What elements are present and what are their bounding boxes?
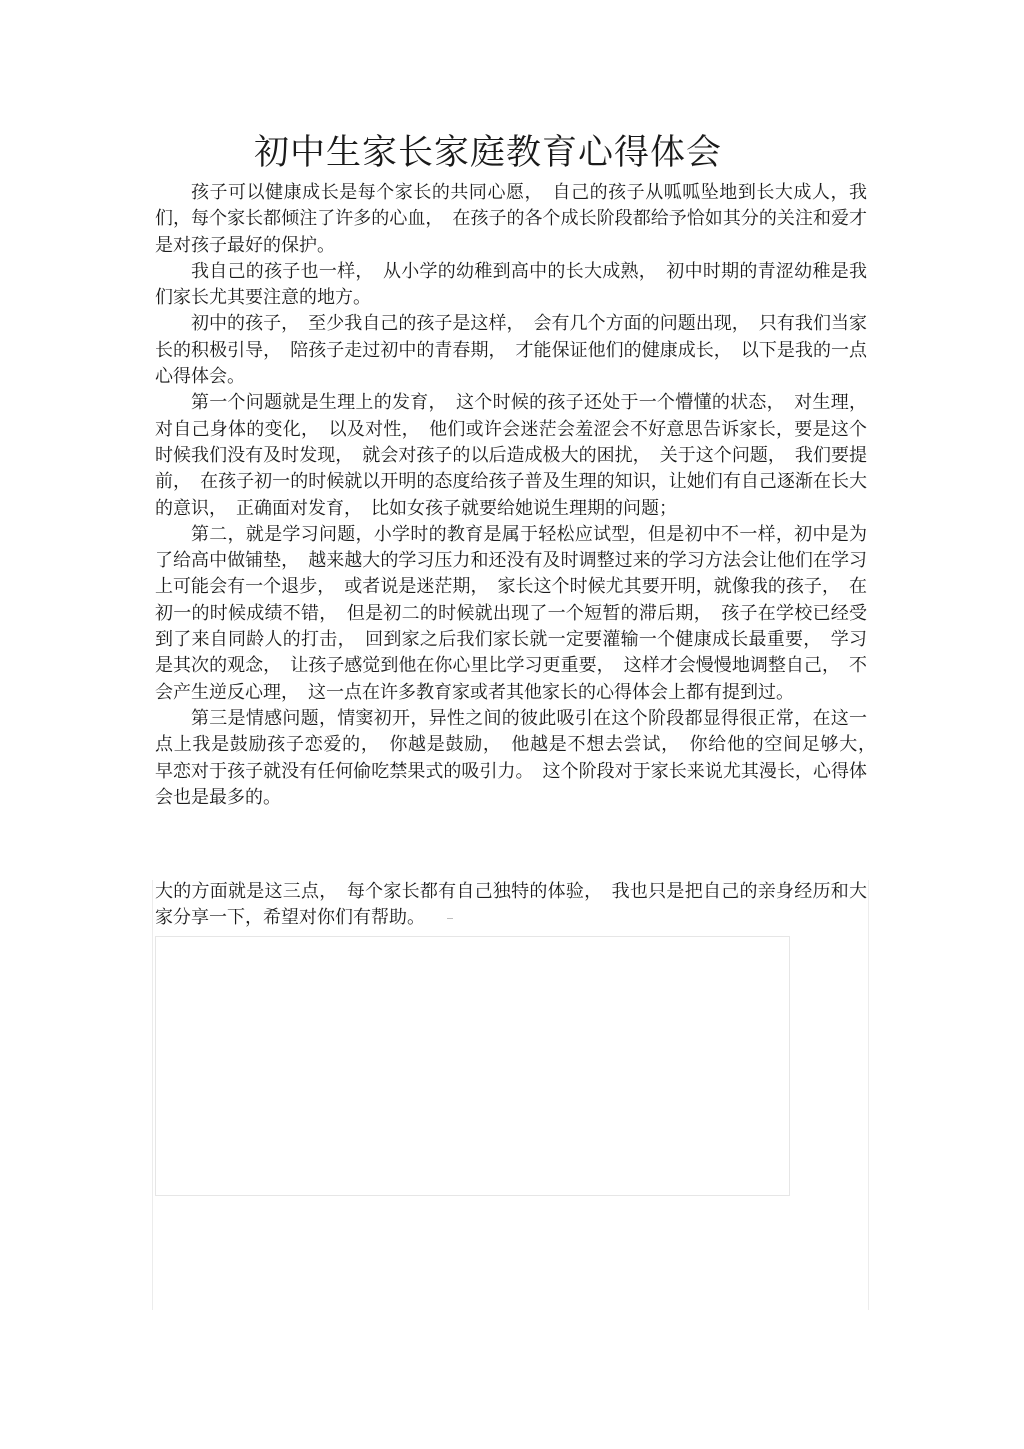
paragraph-problems: 初中的孩子， 至少我自己的孩子是这样， 会有几个方面的问题出现， 只有我们当家长的积极引导， 陪孩子走过初中的青春期， 才能保证他们的健康成长， 以下是我的一点心得体会。 bbox=[155, 313, 867, 388]
paragraph-intro: 孩子可以健康成长是每个家长的共同心愿， 自己的孩子从呱呱坠地到长大成人，我们，每个家长都倾注了许多的心血， 在孩子的各个成长阶段都给予恰如其分的关注和爱才是对孩子最好的保护。 bbox=[155, 182, 867, 256]
frame-left-border bbox=[152, 880, 153, 1310]
blank-image-placeholder bbox=[155, 936, 790, 1196]
dash-mark bbox=[447, 918, 453, 919]
paragraph-study: 第二，就是学习问题，小学时的教育是属于轻松应试型，但是初中不一样，初中是为了给高中做铺垫， 越来越大的学习压力和还没有及时调整过来的学习方法会让他们在学习上可能会有一个退步， 或者说是迷茫期， 家长这个时候尤其要开明，就像我的孩子， 在初一的时候成绩不错， 但是初二的时候就出现了一个短暂的滞后期， 孩子在学校已经受到了来自同龄人的打击， 回到家之后我们家长就一定要灌输一个健康成长最重要， 学习是其次的观念， 让孩子感觉到他在你心里比学习更重要， 这样才会慢慢地调整自己， 不会产生逆反心理， 这一点在许多教育家或者其他家长的心得体会上都有提到过。 bbox=[155, 523, 867, 703]
frame-right-border bbox=[868, 880, 869, 1310]
document-title: 初中生家长家庭教育心得体会 bbox=[253, 133, 722, 173]
paragraph-emotion: 第三是情感问题，情窦初开，异性之间的彼此吸引在这个阶段都显得很正常，在这一点上我是鼓励孩子恋爱的， 你越是鼓励， 他越是不想去尝试， 你给他的空间足够大， 早恋对于孩子就没有任何偷吃禁果式的吸引力。 这个阶段对于家长来说尤其漫长，心得体会也是最多的。 bbox=[155, 707, 885, 808]
closing-paragraph bbox=[155, 879, 867, 932]
closing-text: 大的方面就是这三点， 每个家长都有自己独特的体验， 我也只是把自己的亲身经历和大家分享一下，希望对你们有帮助。 bbox=[155, 881, 867, 929]
paragraph-physiology: 第一个问题就是生理上的发育， 这个时候的孩子还处于一个懵懂的状态， 对生理，对自己身体的变化， 以及对性， 他们或许会迷茫会羞涩会不好意思告诉家长，要是这个时候我们没有及时发现， 就会对孩子的以后造成极大的困扰， 关于这个问题， 我们要提前， 在孩子初一的时候就以开明的态度给孩子普及生理的知识，让她们有自己逐渐在长大的意识， 正确面对发育， 比如女孩子就要给她说生理期的问题； bbox=[155, 392, 867, 519]
document-body bbox=[155, 180, 885, 811]
paragraph-own-child: 我自己的孩子也一样， 从小学的幼稚到高中的长大成熟， 初中时期的青涩幼稚是我们家长尤其要注意的地方。 bbox=[155, 260, 867, 309]
